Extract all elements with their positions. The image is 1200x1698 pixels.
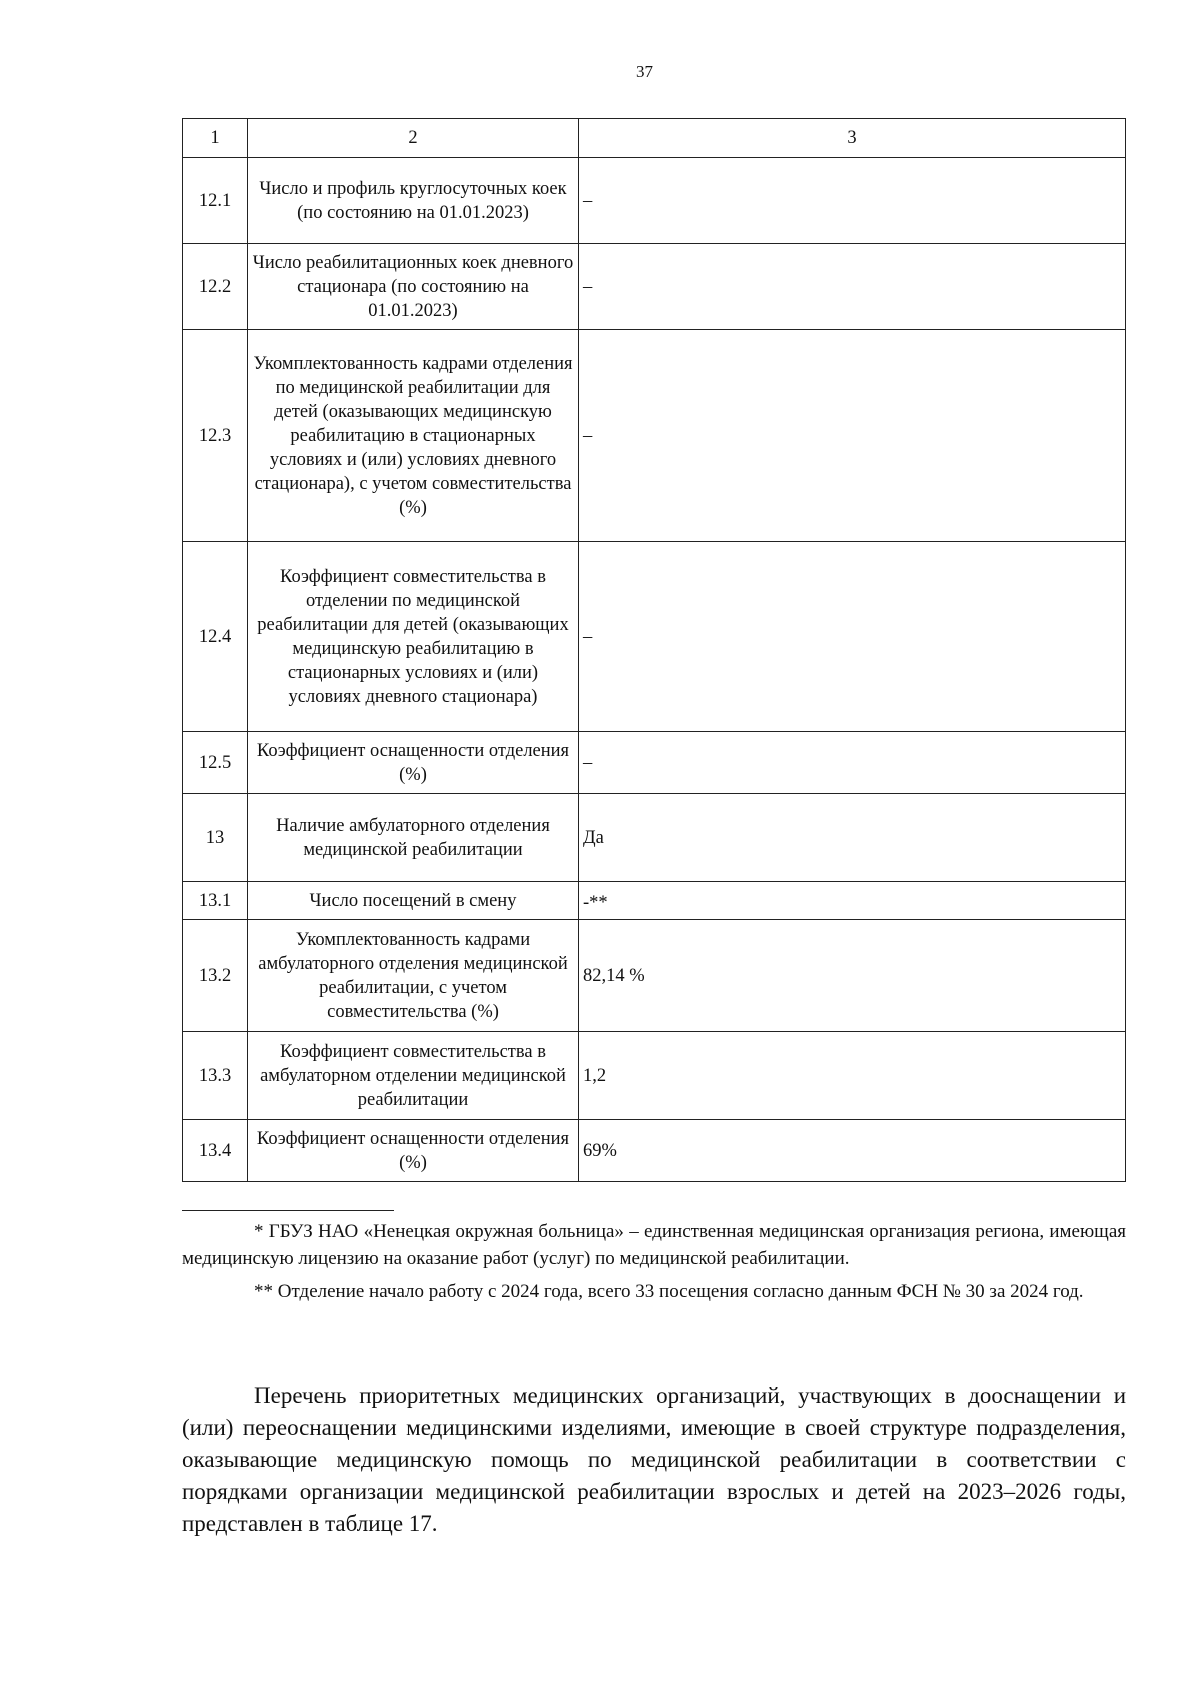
table-row (183, 794, 1126, 882)
footnote-1: * ГБУЗ НАО «Ненецкая окружная больница» – единственная медицинская организация региона, имеющая медицинскую лицензию на оказание работ (услуг) по медицинской реабилитации. (182, 1221, 1126, 1269)
table-row (183, 1032, 1126, 1120)
row-number: 13.4 (183, 1120, 248, 1182)
row-number: 12.3 (183, 330, 248, 542)
footnotes (182, 1218, 1126, 1305)
column-header-3: 3 (579, 119, 1126, 158)
row-indicator: Число реабилитационных коек дневного стационара (по состоянию на 01.01.2023) (248, 244, 579, 330)
row-number: 12.2 (183, 244, 248, 330)
column-header-2: 2 (248, 119, 579, 158)
row-value: 1,2 (579, 1032, 1126, 1120)
table-row (183, 330, 1126, 542)
table-row (183, 920, 1126, 1032)
table-row (183, 1120, 1126, 1182)
row-indicator: Число и профиль круглосуточных коек (по состоянию на 01.01.2023) (248, 158, 579, 244)
row-indicator: Укомплектованность кадрами отделения по медицинской реабилитации для детей (оказывающих медицинскую реабилитацию в стационарных условиях и (или) условиях дневного стационара), с учетом совместительства (%) (248, 330, 579, 542)
row-indicator: Коэффициент оснащенности отделения (%) (248, 732, 579, 794)
row-value: 69% (579, 1120, 1126, 1182)
row-indicator: Коэффициент оснащенности отделения (%) (248, 1120, 579, 1182)
row-number: 13.2 (183, 920, 248, 1032)
table-row (183, 732, 1126, 794)
row-value: – (579, 244, 1126, 330)
row-value: -** (579, 882, 1126, 920)
row-value: – (579, 330, 1126, 542)
row-value: – (579, 732, 1126, 794)
row-number: 13.3 (183, 1032, 248, 1120)
row-indicator: Коэффициент совместительства в амбулаторном отделении медицинской реабилитации (248, 1032, 579, 1120)
table-row (183, 244, 1126, 330)
row-number: 12.4 (183, 542, 248, 732)
table-row (183, 542, 1126, 732)
footnote-divider (182, 1210, 394, 1211)
row-indicator: Наличие амбулаторного отделения медицинской реабилитации (248, 794, 579, 882)
row-number: 12.5 (183, 732, 248, 794)
row-value: – (579, 542, 1126, 732)
row-value: – (579, 158, 1126, 244)
body-paragraph: Перечень приоритетных медицинских организаций, участвующих в дооснащении и (или) переоснащении медицинскими изделиями, имеющие в своей структуре подразделения, оказывающие медицинскую помощь по медицинской реабилитации в соответствии с порядками организации медицинской реабилитации взрослых и детей на 2023–2026 годы, представлен в таблице 17. (182, 1383, 1126, 1536)
row-value: Да (579, 794, 1126, 882)
data-table (182, 118, 1126, 1182)
table-header-row (183, 119, 1126, 158)
table-row (183, 882, 1126, 920)
row-indicator: Число посещений в смену (248, 882, 579, 920)
page-number: 37 (636, 62, 653, 81)
row-indicator: Коэффициент совместительства в отделении по медицинской реабилитации для детей (оказывающих медицинскую реабилитацию в стационарных условиях и (или) условиях дневного стационара) (248, 542, 579, 732)
footnote-2: ** Отделение начало работу с 2024 года, всего 33 посещения согласно данным ФСН № 30 за 2024 год. (254, 1281, 1084, 1302)
row-value: 82,14 % (579, 920, 1126, 1032)
row-number: 13 (183, 794, 248, 882)
row-number: 13.1 (183, 882, 248, 920)
row-number: 12.1 (183, 158, 248, 244)
table-row (183, 158, 1126, 244)
row-indicator: Укомплектованность кадрами амбулаторного отделения медицинской реабилитации, с учетом совместительства (%) (248, 920, 579, 1032)
column-header-1: 1 (183, 119, 248, 158)
